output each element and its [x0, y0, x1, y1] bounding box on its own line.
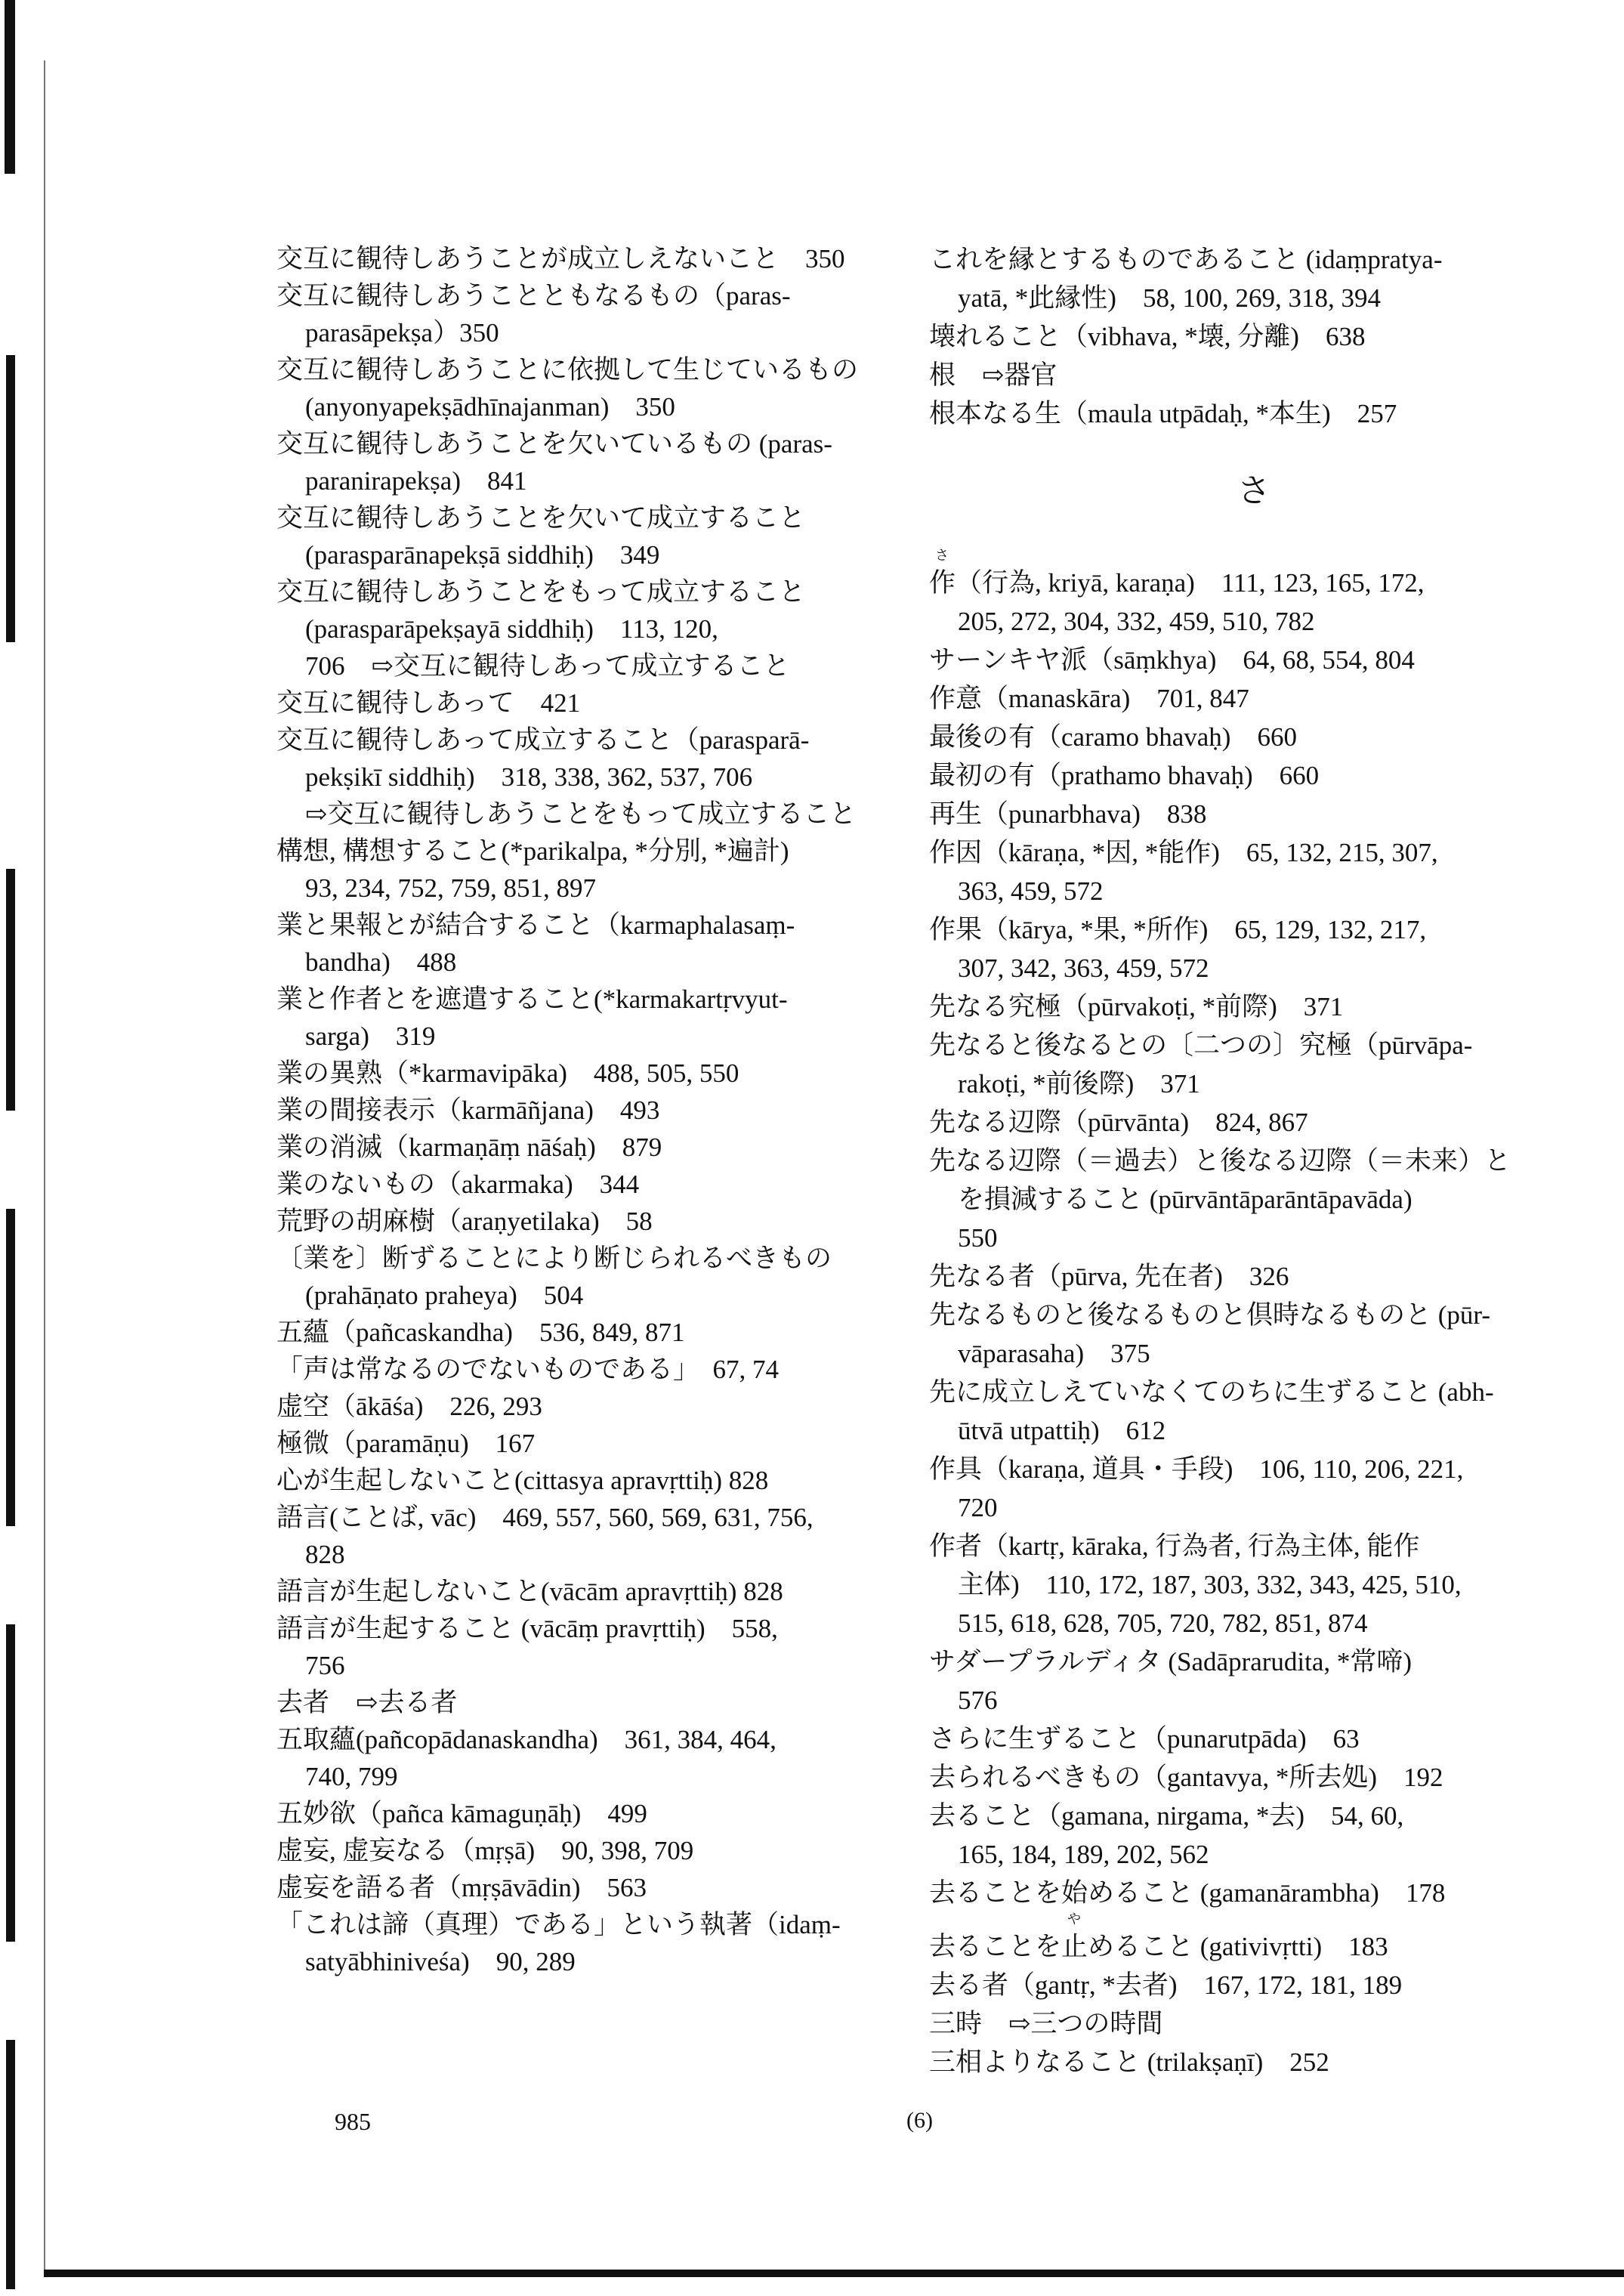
index-entry-text: を損減すること (pūrvāntāparāntāpavāda) [958, 1185, 1413, 1214]
index-entry-headword-line [276, 1314, 903, 1351]
index-entry-headword-line [276, 722, 903, 759]
index-entry-text: サダープラルディタ (Sadāprarudita, *常啼) [929, 1647, 1413, 1676]
index-entry-text: 語言(ことば, vāc) 469, 557, 560, 569, 631, 756, [276, 1503, 814, 1532]
index-entry-continuation-line [929, 1681, 1579, 1720]
index-entry-text: サーンキヤ派（sāṃkhya) 64, 68, 554, 804 [929, 645, 1415, 675]
index-entry-text: 740, 799 [305, 1762, 398, 1791]
index-entry-continuation-line [276, 944, 903, 981]
index-entry-continuation-line [276, 1758, 903, 1795]
index-entry-headword-line [929, 356, 1579, 394]
index-entry-text: 最初の有（prathamo bhavaḥ) 660 [929, 761, 1320, 790]
index-entry [276, 1166, 903, 1203]
index-entry-text: 作意（manaskāra) 701, 847 [929, 684, 1249, 713]
index-entry-text: 構想, 構想すること(*parikalpa, *分別, *遍計) [276, 836, 789, 866]
index-entry [929, 1257, 1579, 1296]
index-entry-text: 語言が生起しないこと(vācām apravṛttiḥ) 828 [276, 1577, 783, 1606]
index-entry-text: 三相よりなること (trilakṣaṇī) 252 [929, 2047, 1329, 2077]
index-entry [929, 1912, 1579, 1966]
index-column-right [929, 240, 1579, 2081]
index-entry [276, 1092, 903, 1129]
index-entry-text: 語言が生起すること (vācāṃ pravṛttiḥ) 558, [276, 1614, 778, 1643]
index-entry-text: 作因（kāraṇa, *因, *能作) 65, 132, 215, 307, [929, 838, 1438, 867]
index-entry-text: 先なる究極（pūrvakoṭi, *前際) 371 [929, 992, 1344, 1021]
index-entry-headword-line [929, 1373, 1579, 1411]
furigana-ruby: や [1067, 1911, 1081, 1927]
index-entry-text: 756 [305, 1651, 345, 1680]
index-entry [276, 1314, 903, 1351]
index-entry-headword-line [276, 573, 903, 610]
index-entry-continuation-line [929, 1604, 1579, 1642]
index-entry-headword-line [276, 1055, 903, 1092]
index-entry-text: 交互に観待しあうことともなるもの（paras- [276, 281, 791, 311]
scan-left-edge-bar [6, 2040, 15, 2289]
index-entry-text: 虚妄, 虚妄なる（mṛṣā) 90, 398, 709 [276, 1836, 694, 1865]
index-entry-text: sarga) 319 [305, 1021, 436, 1051]
index-entry [276, 499, 903, 573]
index-entry [929, 1874, 1579, 1912]
index-entry [276, 1869, 903, 1906]
index-entry [276, 1906, 903, 1980]
index-entry [929, 356, 1579, 394]
index-entry [276, 1203, 903, 1240]
index-entry-continuation-line [929, 872, 1579, 910]
index-entry-text: 「声は常なるのでないものである」 67, 74 [276, 1355, 780, 1384]
index-entry-text: satyābhiniveśa) 90, 289 [305, 1947, 576, 1976]
index-entry-headword-line [929, 679, 1579, 718]
index-entry [276, 907, 903, 981]
index-entry-text: 先なる辺際（pūrvānta) 824, 867 [929, 1108, 1308, 1137]
index-entry-text: 720 [958, 1493, 998, 1522]
index-entry-text: 363, 459, 572 [958, 876, 1104, 906]
index-entry-text: さらに生ずること（punarutpāda) 63 [929, 1724, 1360, 1754]
index-entry-headword-line [929, 394, 1579, 433]
index-entry-headword-line [929, 1527, 1579, 1565]
index-entry [929, 1720, 1579, 1758]
index-entry-headword-line [276, 1684, 903, 1721]
index-entry [929, 2043, 1579, 2081]
index-entry-headword-line [276, 1610, 903, 1647]
index-entry-headword-line [276, 351, 903, 388]
index-entry-headword-line [929, 2043, 1579, 2081]
index-entry [276, 684, 903, 722]
index-entry [929, 756, 1579, 795]
index-entry-headword-line [276, 1499, 903, 1536]
index-entry-continuation-line [276, 1647, 903, 1684]
index-entry-continuation-line [276, 388, 903, 425]
index-entry-text: 去ることを始めること (gamanārambha) 178 [929, 1878, 1446, 1908]
index-entry-headword-line [929, 1642, 1579, 1681]
index-entry [276, 981, 903, 1055]
index-entry-text: 先なる者（pūrva, 先在者) 326 [929, 1262, 1289, 1291]
index-entry-text: 最後の有（caramo bhavaḥ) 660 [929, 722, 1297, 752]
index-entry-text: pekṣikī siddhiḥ) 318, 338, 362, 537, 706 [305, 762, 753, 792]
index-entry-text: 706 ⇨交互に観待しあって成立すること [305, 651, 790, 681]
index-entry-headword-line [276, 981, 903, 1018]
index-entry-headword-line [929, 910, 1579, 949]
index-entry-text: 心が生起しないこと(cittasya apravṛttiḥ) 828 [276, 1466, 769, 1495]
index-entry [276, 1721, 903, 1795]
index-entry [276, 1610, 903, 1684]
index-entry-text: vāparasaha) 375 [958, 1339, 1150, 1368]
section-page-number: (6) [906, 2108, 933, 2133]
index-column-left [276, 240, 903, 1980]
index-entry-continuation-line [929, 1835, 1579, 1874]
index-entry-text: 作（行為, kriyā, karaṇa) 111, 123, 165, 172, [929, 568, 1425, 598]
index-entry-text: paranirapekṣa) 841 [305, 466, 527, 496]
index-entry-text: 作具（karaṇa, 道具・手段) 106, 110, 206, 221, [929, 1454, 1464, 1484]
index-entry-text: 307, 342, 363, 459, 572 [958, 953, 1209, 983]
index-entry-continuation-line [929, 1565, 1579, 1604]
index-entry-headword-line [929, 1966, 1579, 2004]
index-entry-continuation-line [276, 870, 903, 907]
index-entry-text: 先なると後なるとの〔二つの〕究極（pūrvāpa- [929, 1031, 1473, 1060]
index-entry-text: (prahāṇato praheya) 504 [305, 1281, 584, 1310]
index-entry-headword-line [276, 1832, 903, 1869]
index-entry-text: 虚妄を語る者（mṛṣāvādin) 563 [276, 1873, 647, 1902]
index-entry-headword-line [276, 1721, 903, 1758]
index-entry [929, 2004, 1579, 2043]
index-entry-text: 828 [305, 1540, 345, 1569]
index-entry [276, 573, 903, 684]
index-entry-headword-line [276, 684, 903, 722]
index-entry [929, 1142, 1579, 1257]
index-entry-headword-line [276, 907, 903, 944]
index-entry-headword-line [929, 1797, 1579, 1835]
index-entry [929, 1966, 1579, 2004]
index-entry-text: 去ること（gamana, nirgama, *去) 54, 60, [929, 1801, 1404, 1831]
index-entry-text: 交互に観待しあって 421 [276, 688, 581, 718]
index-entry-headword-line [929, 240, 1579, 279]
index-entry-text: 作者（kartṛ, kāraka, 行為者, 行為主体, 能作 [929, 1531, 1420, 1561]
index-entry-text: 五妙欲（pañca kāmaguṇāḥ) 499 [276, 1799, 647, 1828]
index-entry-headword-line [276, 1166, 903, 1203]
scan-left-edge-bar [5, 0, 15, 174]
index-entry-headword-line [276, 240, 903, 277]
index-entry-headword-line [929, 1142, 1579, 1180]
index-entry [929, 641, 1579, 679]
index-entry-text: 205, 272, 304, 332, 459, 510, 782 [958, 607, 1315, 636]
index-entry-text: 交互に観待しあうことを欠いているもの (paras- [276, 429, 832, 459]
index-entry-text: 〔業を〕断ずることにより断じられるべきもの [276, 1244, 832, 1273]
scan-left-edge-bar [6, 355, 15, 642]
index-entry-text: (parasparāpekṣayā siddhiḥ) 113, 120, [305, 614, 718, 644]
index-entry [276, 722, 903, 833]
index-entry-headword-line [276, 1573, 903, 1610]
index-entry-headword-line [929, 1296, 1579, 1334]
index-entry-text: 荒野の胡麻樹（araṇyetilaka) 58 [276, 1207, 653, 1236]
index-entry [929, 1450, 1579, 1527]
index-entry-text: 業と作者とを遮遣すること(*karmakartṛvyut- [276, 984, 788, 1014]
index-entry [276, 277, 903, 351]
index-entry-continuation-line [276, 1277, 903, 1314]
index-entry [929, 240, 1579, 317]
index-entry-text: bandha) 488 [305, 947, 457, 977]
index-entry-text: 93, 234, 752, 759, 851, 897 [305, 873, 596, 903]
index-entry-text: 交互に観待しあって成立すること（parasparā- [276, 725, 810, 755]
index-entry [276, 1055, 903, 1092]
index-entry-text: 先なる辺際（＝過去）と後なる辺際（＝未来）と [929, 1146, 1511, 1176]
index-entry-text: 主体) 110, 172, 187, 303, 332, 343, 425, 510, [958, 1570, 1462, 1599]
index-entry-text: 交互に観待しあうことを欠いて成立すること [276, 503, 806, 533]
index-entry-headword-line [929, 641, 1579, 679]
index-entry-headword-line [929, 1450, 1579, 1488]
index-entry-text: 先に成立しえていなくてのちに生ずること (abh- [929, 1377, 1494, 1407]
index-entry-continuation-line [929, 1180, 1579, 1219]
index-entry-text: yatā, *此縁性) 58, 100, 269, 318, 394 [958, 283, 1381, 313]
index-entry-text: 五取蘊(pañcopādanaskandha) 361, 384, 464, [276, 1725, 776, 1754]
index-entry [276, 240, 903, 277]
index-entry-continuation-line [929, 1488, 1579, 1527]
index-entry [276, 1129, 903, 1166]
index-entry [929, 833, 1579, 910]
index-entry-continuation-line [276, 610, 903, 647]
index-entry-continuation-line [276, 759, 903, 796]
index-entry [276, 1795, 903, 1832]
index-entry-text: 「これは諦（真理）である」という執著（idaṃ- [276, 1910, 841, 1939]
index-entry-headword-line [929, 756, 1579, 795]
index-entry [276, 833, 903, 907]
index-entry-headword-line [276, 1906, 903, 1943]
index-entry-headword-line [929, 718, 1579, 756]
index-entry-text: 虚空（ākāśa) 226, 293 [276, 1392, 542, 1421]
index-entry-continuation-line [276, 462, 903, 499]
index-entry [929, 795, 1579, 833]
index-entry-text: 576 [958, 1686, 998, 1715]
index-entry-text: 交互に観待しあうことに依拠して生じているもの [276, 355, 859, 385]
index-entry-continuation-line [276, 1943, 903, 1980]
index-entry-text: 業の異熟（*karmavipāka) 488, 505, 550 [276, 1058, 739, 1088]
index-entry [276, 1240, 903, 1314]
index-entry [929, 910, 1579, 987]
index-entry-headword-line [929, 1026, 1579, 1065]
index-entry-continuation-line [276, 536, 903, 573]
index-entry-text: 再生（punarbhava) 838 [929, 799, 1207, 829]
page-number: 985 [335, 2108, 371, 2135]
index-entry-continuation-line [276, 314, 903, 351]
index-entry [276, 351, 903, 425]
index-entry [929, 549, 1579, 641]
index-entry-headword-line [929, 1758, 1579, 1797]
index-entry [276, 1351, 903, 1388]
index-entry-continuation-line [929, 1411, 1579, 1450]
index-entry [929, 317, 1579, 356]
index-entry-continuation-line [929, 1065, 1579, 1103]
index-entry-text: 交互に観待しあうことが成立しえないこと 350 [276, 244, 845, 273]
section-heading-sa: さ [1237, 471, 1270, 510]
index-entry-continuation-line [929, 1334, 1579, 1373]
index-entry-text: 去る者（gantṛ, *去者) 167, 172, 181, 189 [929, 1970, 1403, 2000]
index-entry-text: parasāpekṣa）350 [305, 318, 499, 348]
index-entry [276, 425, 903, 499]
index-entry-headword-line [276, 1351, 903, 1388]
index-entry-text: rakoṭi, *前後際) 371 [958, 1069, 1200, 1099]
index-entry [276, 1462, 903, 1499]
index-entry [276, 1388, 903, 1425]
index-entry-headword-line [929, 549, 1579, 602]
index-entry-text: 交互に観待しあうことをもって成立すること [276, 577, 806, 607]
scan-inner-edge-line [44, 60, 45, 2274]
index-entry-text: 先なるものと後なるものと倶時なるものと (pūr- [929, 1300, 1491, 1330]
index-entry [929, 1642, 1579, 1720]
index-entry-continuation-line [276, 1018, 903, 1055]
index-entry-headword-line [929, 1257, 1579, 1296]
index-entry-text: 業の間接表示（karmāñjana) 493 [276, 1095, 660, 1125]
index-entry [929, 1296, 1579, 1373]
index-entry [929, 1026, 1579, 1103]
index-entry-headword-line [929, 1720, 1579, 1758]
index-entry [929, 394, 1579, 433]
index-entry-continuation-line [929, 602, 1579, 641]
index-entry-headword-line [276, 425, 903, 462]
index-entry-headword-line [929, 317, 1579, 356]
index-entry-headword-line [929, 1103, 1579, 1142]
index-entry-headword-line [276, 1129, 903, 1166]
index-entry-text: 根本なる生（maula utpādaḥ, *本生) 257 [929, 399, 1397, 428]
index-entry-text: ⇨交互に観待しあうことをもって成立すること [305, 799, 857, 829]
index-entry-text: 極微（paramāṇu) 167 [276, 1429, 536, 1458]
index-entry-continuation-line [929, 1219, 1579, 1257]
index-entry-headword-line [929, 2004, 1579, 2043]
index-entry-text: 515, 618, 628, 705, 720, 782, 851, 874 [958, 1608, 1368, 1638]
index-entry-text: 根 ⇨器官 [929, 360, 1057, 390]
index-entry-headword-line [276, 499, 903, 536]
index-entry-headword-line [929, 795, 1579, 833]
index-entry-text: 壊れること（vibhava, *壊, 分離) 638 [929, 322, 1366, 351]
index-entry-continuation-line [276, 796, 903, 833]
index-entry-text: 五蘊（pañcaskandha) 536, 849, 871 [276, 1318, 685, 1347]
scan-left-edge-bar [6, 869, 15, 1111]
scan-left-edge-bar [6, 1624, 15, 1942]
index-entry-headword-line [276, 1795, 903, 1832]
index-entry [929, 1103, 1579, 1142]
index-entry [929, 1527, 1579, 1642]
index-entry-text: 業の消滅（karmaṇāṃ nāśaḥ) 879 [276, 1133, 662, 1162]
index-entry-text: 業のないもの（akarmaka) 344 [276, 1170, 640, 1199]
index-entry-headword-line [929, 1874, 1579, 1912]
index-entry-headword-line [929, 987, 1579, 1026]
index-entry [929, 1758, 1579, 1797]
index-entry-text: 去者 ⇨去る者 [276, 1688, 458, 1717]
index-entry-continuation-line [929, 949, 1579, 987]
index-entry [929, 987, 1579, 1026]
index-entry-headword-line [929, 1912, 1579, 1966]
index-entry-text: 業と果報とが結合すること（karmaphalasaṃ- [276, 910, 795, 940]
furigana-ruby: さ [935, 548, 949, 563]
index-entry [276, 1425, 903, 1462]
index-entry-headword-line [276, 277, 903, 314]
index-entry-headword-line [276, 1462, 903, 1499]
index-entry [276, 1684, 903, 1721]
index-entry-text: 去ることを止めること (gativivṛtti) 183 [929, 1932, 1388, 1961]
index-entry-text: ūtvā utpattiḥ) 612 [958, 1416, 1166, 1445]
index-entry [929, 679, 1579, 718]
index-entry-headword-line [276, 833, 903, 870]
index-entry-text: (anyonyapekṣādhīnajanman) 350 [305, 392, 675, 422]
index-entry [929, 1373, 1579, 1450]
index-entry-continuation-line [276, 1536, 903, 1573]
index-entry-text: 三時 ⇨三つの時間 [929, 2009, 1163, 2038]
index-entry-headword-line [276, 1388, 903, 1425]
index-entry-text: 165, 184, 189, 202, 562 [958, 1840, 1209, 1869]
index-entry-text: 作果（kārya, *果, *所作) 65, 129, 132, 217, [929, 915, 1427, 944]
index-entry [276, 1832, 903, 1869]
index-entry-continuation-line [276, 647, 903, 684]
index-entry-headword-line [276, 1092, 903, 1129]
index-entry-text: 550 [958, 1223, 998, 1253]
index-entry-headword-line [276, 1240, 903, 1277]
index-entry [929, 718, 1579, 756]
index-entry [929, 1797, 1579, 1874]
index-entry [276, 1499, 903, 1573]
index-entry-headword-line [276, 1203, 903, 1240]
index-entry-text: これを縁とするものであること (idaṃpratya- [929, 245, 1443, 274]
index-entry-headword-line [276, 1425, 903, 1462]
index-entry-text: (parasparānapekṣā siddhiḥ) 349 [305, 540, 660, 570]
index-entry-continuation-line [929, 279, 1579, 317]
scan-left-edge-bar [6, 1209, 15, 1526]
index-entry-text: 去られるべきもの（gantavya, *所去処) 192 [929, 1763, 1443, 1792]
index-entry-headword-line [276, 1869, 903, 1906]
scan-bottom-edge-bar [44, 2270, 1624, 2277]
index-entry-headword-line [929, 833, 1579, 872]
index-entry [276, 1573, 903, 1610]
